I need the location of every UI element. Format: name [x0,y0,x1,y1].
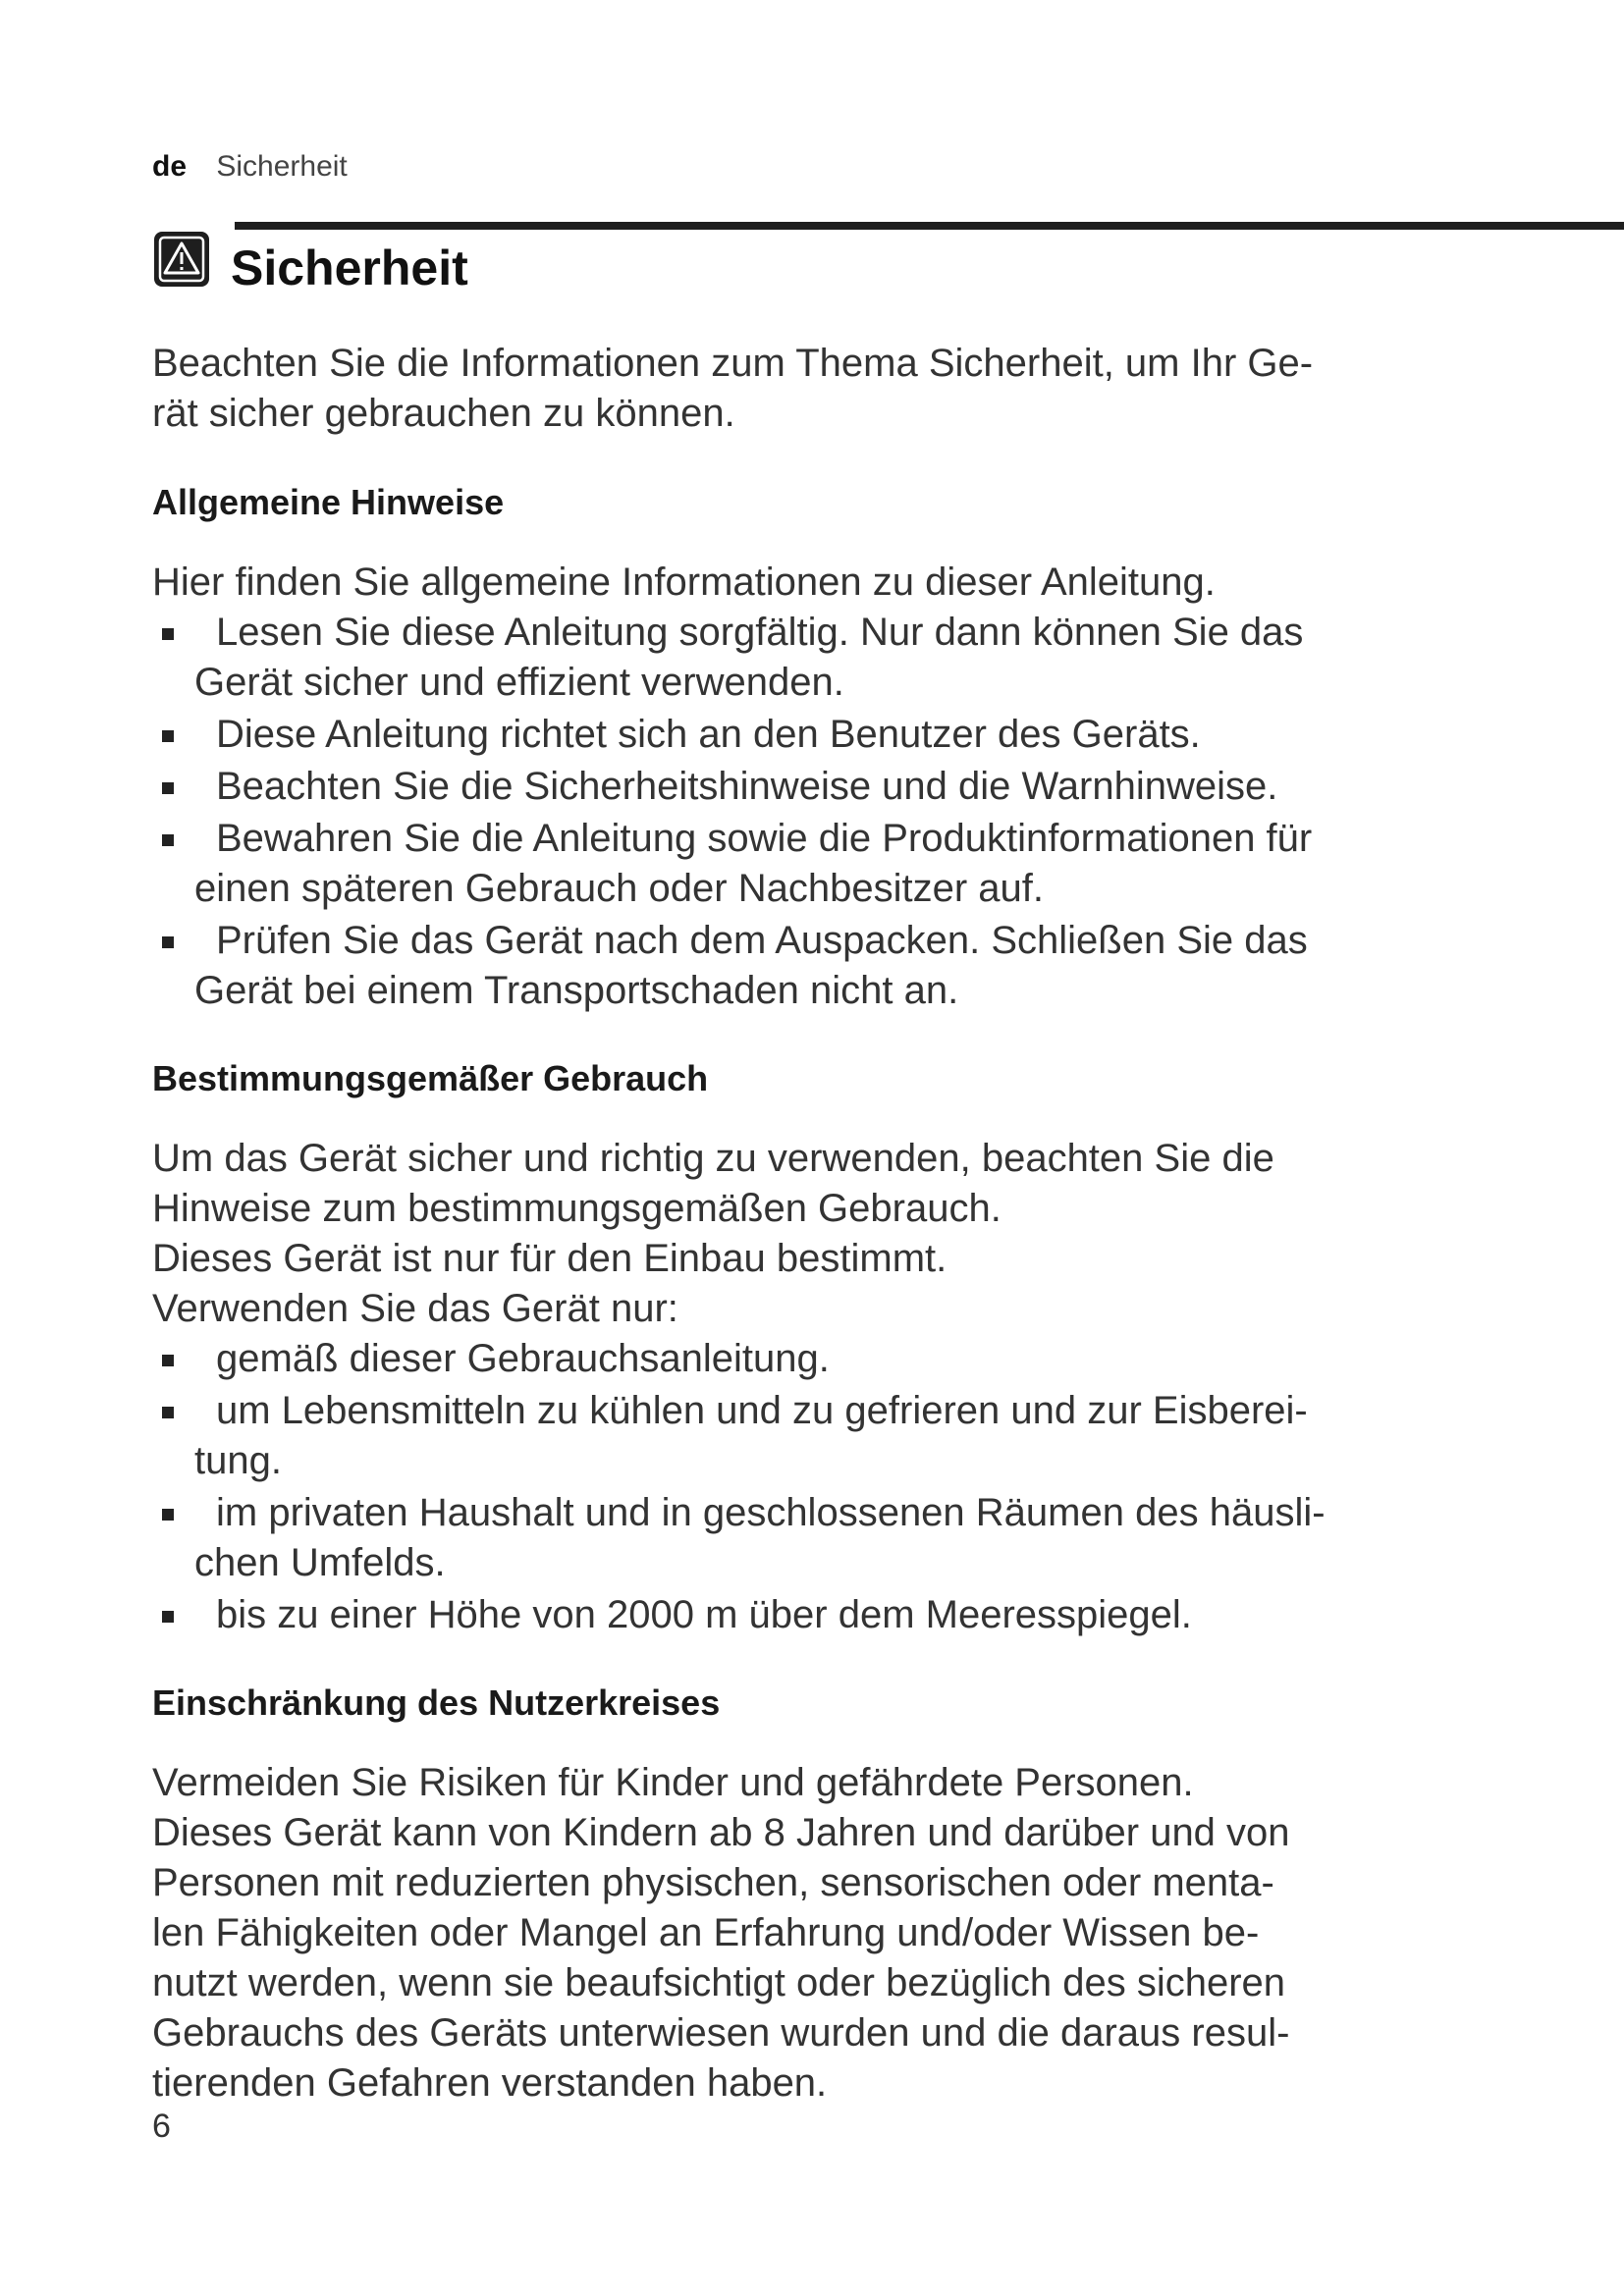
paragraph-line: tierenden Gefahren verstanden haben. [152,2061,828,2105]
paragraph-line: len Fähigkeiten oder Mangel an Erfahrung und/oder Wissen be- [152,1911,1260,1954]
paragraph-line: Personen mit reduzierten physischen, sensorischen oder menta- [152,1861,1274,1904]
square-bullet-icon [162,628,174,640]
running-header-section: Sicherheit [216,150,348,183]
list-item-line: Gerät sicher und effizient verwenden. [194,661,844,704]
bullet-list [152,1334,1497,1640]
warning-triangle-icon [152,230,211,289]
sections [152,481,1497,2109]
paragraph-line: Hinweise zum bestimmungsgemäßen Gebrauch. [152,1187,1001,1230]
section-heading: Einschränkung des Nutzerkreises [152,1682,721,1723]
square-bullet-icon [162,1509,174,1521]
page-title: Sicherheit [231,240,468,295]
list-item-line: Prüfen Sie das Gerät nach dem Auspacken. Schließen Sie das [216,919,1308,962]
list-item-line: im privaten Haushalt und in geschlossenen Räumen des häusli- [216,1491,1326,1534]
paragraph-line: Gebrauchs des Geräts unterwiesen wurden und die daraus resul- [152,2011,1290,2055]
list-item [152,1386,1497,1486]
square-bullet-icon [162,1611,174,1623]
section-block [152,1057,1497,1640]
square-bullet-icon [162,1407,174,1418]
list-item [152,710,1497,760]
list-item-line: Gerät bei einem Transportschaden nicht an. [194,969,959,1012]
list-item-line: einen späteren Gebrauch oder Nachbesitzer auf. [194,867,1044,910]
bullet-list [152,608,1497,1016]
list-item-line: gemäß dieser Gebrauchsanleitung. [216,1337,830,1380]
intro-line: rät sicher gebrauchen zu können. [152,392,735,435]
list-item [152,762,1497,812]
list-item-line: bis zu einer Höhe von 2000 m über dem Meeresspiegel. [216,1593,1192,1636]
paragraph-line: Dieses Gerät kann von Kindern ab 8 Jahren und darüber und von [152,1811,1290,1854]
list-item [152,814,1497,914]
running-header [152,150,348,184]
intro-paragraph [152,339,1497,439]
language-code: de [152,150,188,183]
list-item-line: Beachten Sie die Sicherheitshinweise und die Warnhinweise. [216,765,1278,808]
square-bullet-icon [162,782,174,794]
paragraph-line: Dieses Gerät ist nur für den Einbau bestimmt. [152,1237,947,1280]
list-item [152,1590,1497,1640]
section-block [152,1682,1497,2109]
section-heading: Bestimmungsgemäßer Gebrauch [152,1058,709,1098]
title-block [152,228,468,293]
square-bullet-icon [162,1355,174,1366]
list-item-line: Lesen Sie diese Anleitung sorgfältig. Nur dann können Sie das [216,611,1304,654]
list-item-line: Bewahren Sie die Anleitung sowie die Produktinformationen für [216,817,1313,860]
square-bullet-icon [162,834,174,846]
list-item-line: chen Umfelds. [194,1541,446,1584]
section-block [152,481,1497,1016]
list-item [152,1488,1497,1588]
list-item [152,608,1497,708]
paragraph-line: Um das Gerät sicher und richtig zu verwenden, beachten Sie die [152,1137,1274,1180]
square-bullet-icon [162,936,174,948]
page-number: 6 [152,2108,171,2145]
list-item-line: tung. [194,1439,282,1482]
paragraph-line: Vermeiden Sie Risiken für Kinder und gefährdete Personen. [152,1761,1194,1804]
paragraph-line: nutzt werden, wenn sie beaufsichtigt oder bezüglich des sicheren [152,1961,1286,2004]
paragraph-line: Hier finden Sie allgemeine Informationen zu dieser Anleitung. [152,561,1216,604]
list-item [152,1334,1497,1384]
intro-line: Beachten Sie die Informationen zum Thema Sicherheit, um Ihr Ge- [152,342,1314,385]
section-heading: Allgemeine Hinweise [152,482,505,522]
square-bullet-icon [162,730,174,742]
content [152,339,1497,2150]
list-item [152,916,1497,1016]
list-item-line: Diese Anleitung richtet sich an den Benutzer des Geräts. [216,713,1201,756]
paragraph-line: Verwenden Sie das Gerät nur: [152,1287,678,1330]
list-item-line: um Lebensmitteln zu kühlen und zu gefrieren und zur Eisberei- [216,1389,1308,1432]
